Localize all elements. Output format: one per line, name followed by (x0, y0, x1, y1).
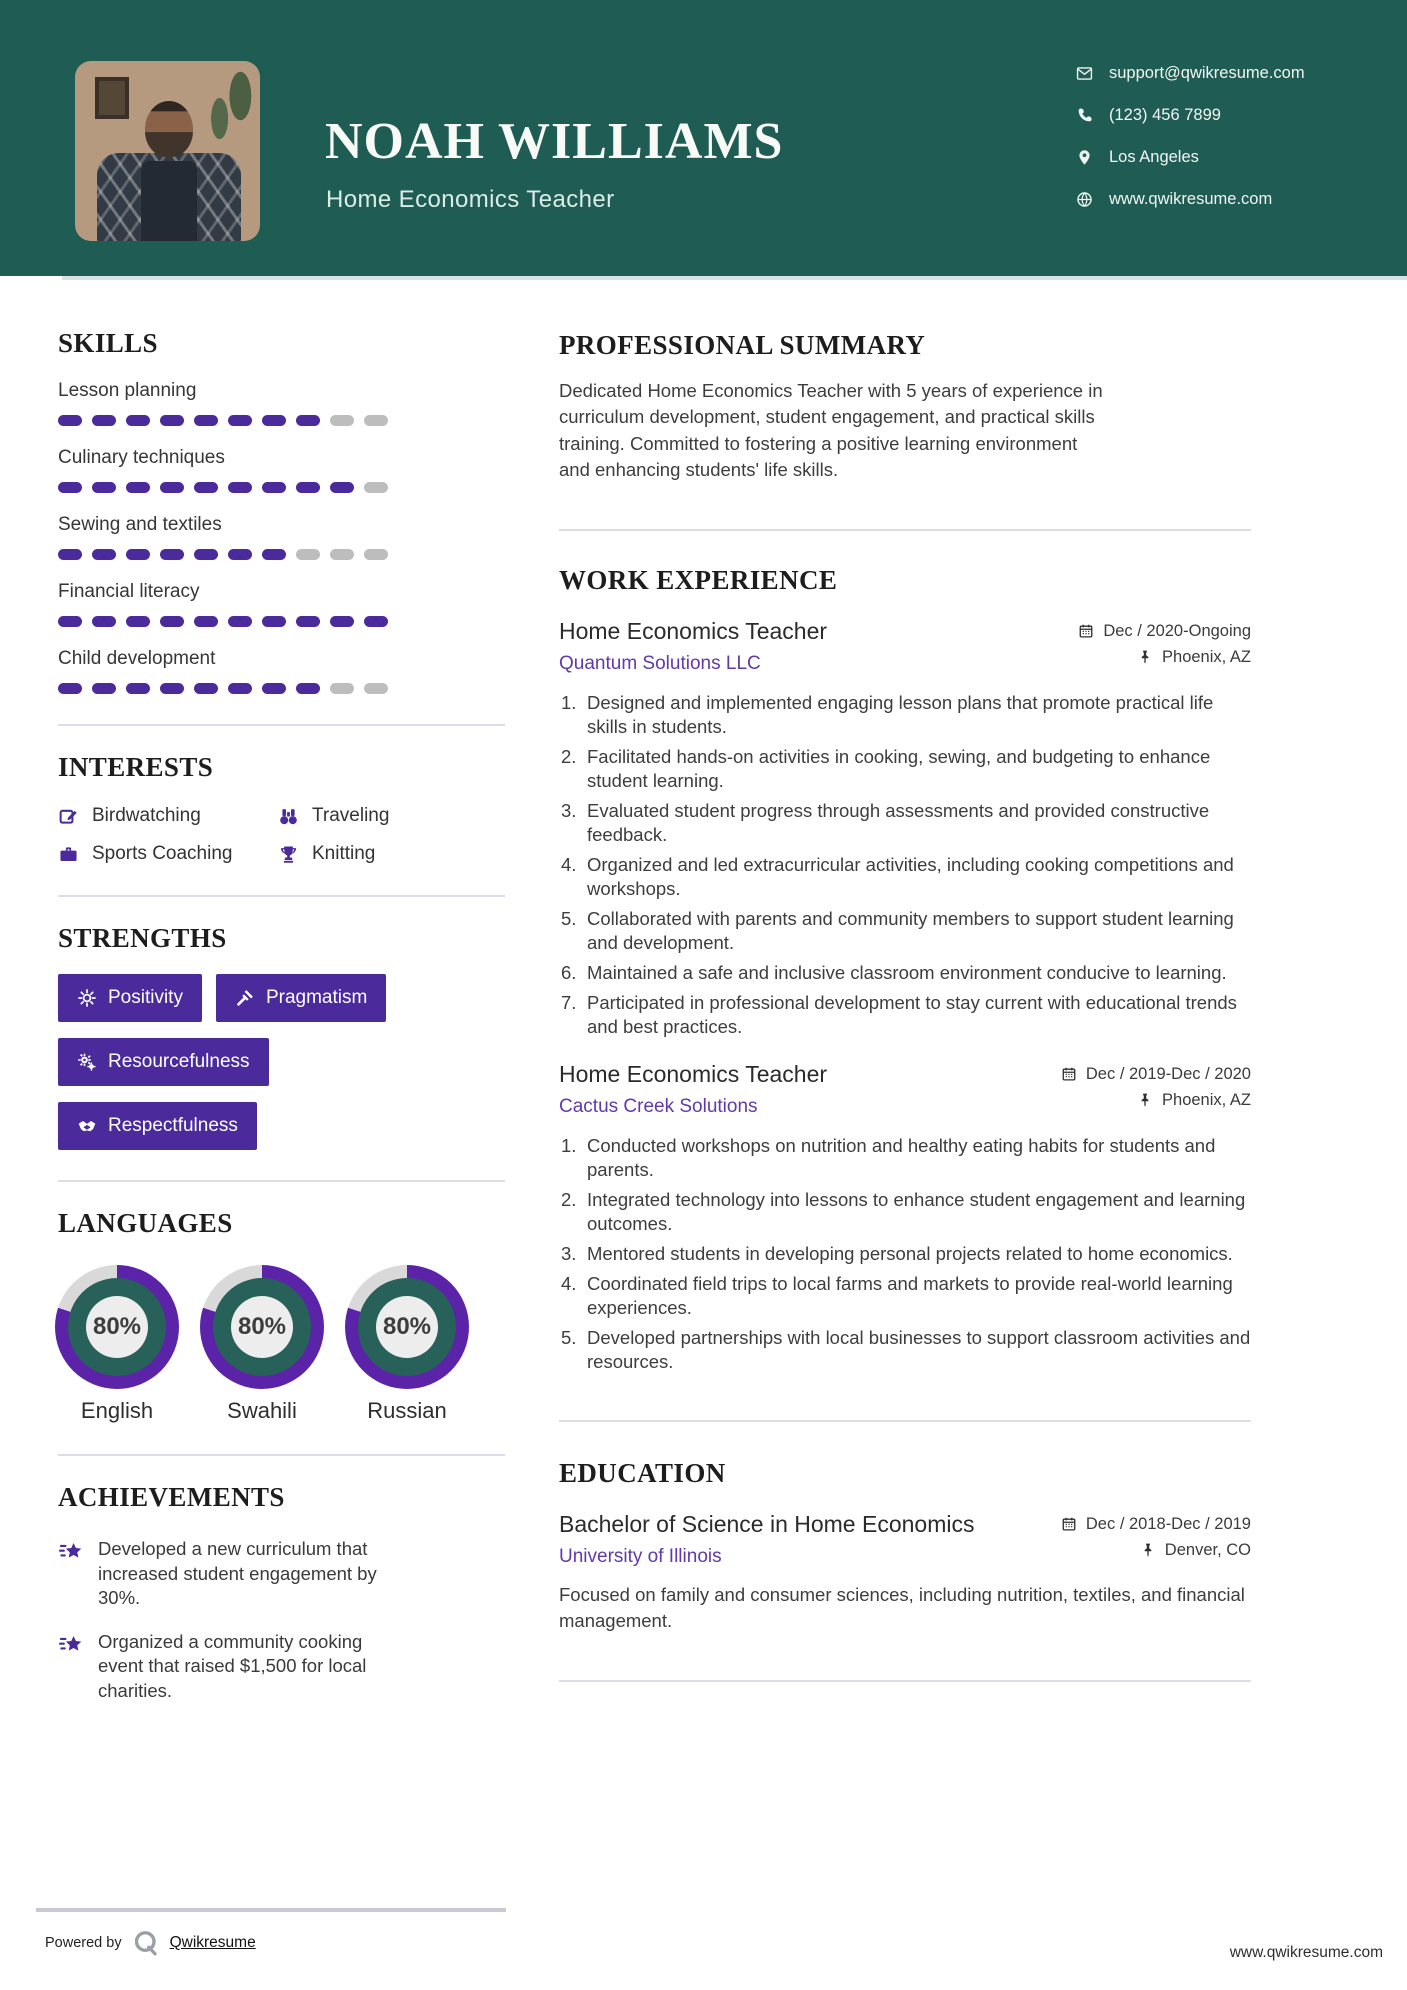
skill-progress-bar (58, 683, 505, 694)
section-divider (58, 1454, 505, 1456)
company-link[interactable]: Cactus Creek Solutions (559, 1096, 758, 1118)
contact-email (1076, 52, 1305, 94)
strength-label: Pragmatism (265, 987, 368, 1008)
contact-website (1076, 178, 1305, 220)
calendar-icon (1061, 1066, 1077, 1082)
language-label: Russian (367, 1398, 447, 1423)
skill-dash (160, 683, 184, 694)
job-title: Home Economics Teacher (559, 618, 828, 645)
skill-dash (126, 415, 150, 426)
job-bullet: Facilitated hands-on activities in cooking, sewing, and budgeting to enhance student learning. (587, 746, 1211, 792)
job-bullet: Collaborated with parents and community members to support student learning and development. (587, 908, 1234, 954)
skill-dash (228, 482, 252, 493)
interest-item (58, 805, 278, 827)
contact-list (1076, 52, 1305, 220)
skill-dash (58, 683, 82, 694)
education-location: Denver, CO (1061, 1537, 1251, 1563)
skills-list (58, 380, 505, 694)
main-column (559, 276, 1251, 1682)
pin-icon (1137, 1092, 1153, 1108)
interest-label: Birdwatching (92, 805, 201, 826)
email-icon (1076, 65, 1093, 82)
language-percent: 80% (376, 1296, 438, 1358)
job-bullet-list (559, 691, 1251, 1039)
skill-dash (262, 415, 286, 426)
interest-item (278, 843, 505, 865)
briefcase-icon (58, 844, 79, 865)
job-header-left (559, 1061, 827, 1118)
strengths-list (58, 974, 505, 1150)
strengths-row (58, 1038, 505, 1086)
section-divider (58, 895, 505, 897)
job-header-left (559, 618, 827, 675)
shooting-star-icon (58, 1539, 85, 1566)
education-date: Dec / 2018-Dec / 2019 (1061, 1511, 1251, 1537)
skill-progress-bar (58, 549, 505, 560)
contact-email-text[interactable]: support@qwikresume.com (1109, 63, 1305, 82)
job-bullet: Coordinated field trips to local farms and markets to provide real-world learning experiences. (587, 1273, 1233, 1319)
skill-dash (194, 616, 218, 627)
qwikresume-logo-icon (131, 1928, 161, 1958)
skill-dash (296, 683, 320, 694)
strength-label: Resourcefulness (108, 1051, 250, 1072)
job-date (1061, 1061, 1251, 1087)
education-heading: EDUCATION (559, 1458, 726, 1489)
skill-dash (364, 482, 388, 493)
interest-item (278, 805, 505, 827)
skill-dash (126, 616, 150, 627)
skill-dash (194, 415, 218, 426)
skill-dash (92, 549, 116, 560)
job-entry (559, 618, 1251, 1039)
skill-dash (92, 482, 116, 493)
language-donut-ring (200, 1265, 324, 1389)
qwikresume-link[interactable]: Qwikresume (169, 1934, 256, 1951)
language-donut-ring (345, 1265, 469, 1389)
skill-dash (262, 482, 286, 493)
education-entry (559, 1511, 1251, 1634)
trophy-icon (278, 844, 299, 865)
skill-dash (364, 415, 388, 426)
skill-dash (160, 616, 184, 627)
location-icon (1076, 149, 1093, 166)
skill-dash (330, 549, 354, 560)
job-location (1078, 644, 1251, 670)
skill-dash (364, 683, 388, 694)
job-entry (559, 1061, 1251, 1374)
skill-label: Sewing and textiles (58, 514, 222, 535)
languages-heading: LANGUAGES (58, 1208, 233, 1238)
skill-dash (58, 482, 82, 493)
skill-dash (92, 683, 116, 694)
language-label: English (80, 1398, 154, 1423)
skill-dash (262, 683, 286, 694)
section-divider (58, 724, 505, 726)
photo-plant-decor (204, 69, 256, 159)
skill-dash (126, 549, 150, 560)
interests-heading: INTERESTS (58, 752, 214, 782)
skill-dash (58, 415, 82, 426)
strengths-row (58, 974, 505, 1022)
footer-divider (36, 1908, 506, 1912)
skill-dash (296, 482, 320, 493)
section-divider (559, 1420, 1251, 1422)
job-header (559, 1061, 1251, 1118)
skill-dash (228, 683, 252, 694)
job-header-right (1078, 618, 1251, 670)
skill-dash (194, 482, 218, 493)
powered-by-label: Powered by (45, 1935, 122, 1951)
skill-dash (296, 549, 320, 560)
achievement-item (58, 1537, 505, 1611)
job-bullet: Maintained a safe and inclusive classroom environment conducive to learning. (587, 962, 1227, 984)
job-bullet-list (559, 1134, 1251, 1374)
job-location (1061, 1087, 1251, 1113)
footer-powered (45, 1928, 256, 1958)
language-percent: 80% (86, 1296, 148, 1358)
job-header-right (1061, 1061, 1251, 1113)
job-bullet: Designed and implemented engaging lesson plans that promote practical life skills in students. (587, 692, 1214, 738)
contact-phone-text: (123) 456 7899 (1109, 105, 1221, 124)
language-label: Swahili (227, 1398, 297, 1423)
skill-dash (160, 549, 184, 560)
skill-progress-bar (58, 482, 505, 493)
achievements-heading: ACHIEVEMENTS (58, 1482, 285, 1512)
language-percent: 80% (231, 1296, 293, 1358)
jobs-list (559, 618, 1251, 1374)
gears-icon (77, 1052, 97, 1072)
profile-photo (75, 61, 260, 241)
skill-dash (126, 482, 150, 493)
pin-icon (1140, 1542, 1156, 1558)
skill-dash (296, 415, 320, 426)
candidate-job-title: Home Economics Teacher (326, 186, 615, 213)
skill-dash (364, 549, 388, 560)
skill-dash (160, 415, 184, 426)
skill-dash (330, 616, 354, 627)
interest-label: Sports Coaching (92, 843, 233, 864)
contact-location-text: Los Angeles (1109, 147, 1199, 166)
strength-label: Positivity (108, 987, 183, 1008)
skill-dash (330, 482, 354, 493)
binoculars-icon (278, 806, 299, 827)
skill-dash (92, 616, 116, 627)
strengths-heading: STRENGTHS (58, 923, 227, 953)
job-date-text: Dec / 2020-Ongoing (1103, 621, 1251, 640)
skill-progress-bar (58, 415, 505, 426)
contact-website-text[interactable]: www.qwikresume.com (1109, 189, 1273, 208)
skill-dash (228, 616, 252, 627)
job-date-text: Dec / 2019-Dec / 2020 (1085, 1064, 1251, 1083)
skill-dash (126, 683, 150, 694)
job-date (1078, 618, 1251, 644)
job-bullet: Participated in professional development to stay current with educational trends and best practices. (587, 992, 1237, 1038)
gavel-icon (235, 988, 255, 1008)
photo-person-head (145, 101, 193, 157)
footer-site-url: www.qwikresume.com (1229, 1944, 1383, 1961)
phone-icon (1076, 107, 1093, 124)
skill-label: Lesson planning (58, 380, 197, 401)
strength-badge (58, 974, 202, 1022)
pin-icon (1137, 649, 1153, 665)
candidate-name: NOAH WILLIAMS (325, 113, 784, 170)
photo-person-shirt (141, 161, 197, 241)
strength-label: Respectfulness (108, 1115, 238, 1136)
education-description: Focused on family and consumer sciences, including nutrition, textiles, and financial management. (559, 1584, 1245, 1631)
strength-badge (58, 1102, 257, 1150)
achievement-item (58, 1630, 505, 1704)
calendar-icon (1061, 1516, 1077, 1532)
strength-badge (216, 974, 386, 1022)
language-donut-ring (55, 1265, 179, 1389)
skill-progress-bar (58, 616, 505, 627)
interest-item (58, 843, 278, 865)
work-experience-heading: WORK EXPERIENCE (559, 565, 838, 596)
degree-title: Bachelor of Science in Home Economics (559, 1511, 975, 1538)
skill-dash (262, 616, 286, 627)
section-divider (559, 529, 1251, 531)
job-location-text: Phoenix, AZ (1162, 647, 1251, 666)
skill-label: Child development (58, 648, 216, 669)
skill-dash (92, 415, 116, 426)
skill-dash (194, 683, 218, 694)
language-donut (55, 1265, 179, 1424)
contact-location (1076, 136, 1305, 178)
achievements-list (58, 1537, 505, 1704)
job-title: Home Economics Teacher (559, 1061, 828, 1088)
language-donut (200, 1265, 324, 1424)
achievement-text: Developed a new curriculum that increased student engagement by 30%. (98, 1538, 377, 1609)
job-bullet: Integrated technology into lessons to enhance student engagement and learning outcomes. (587, 1189, 1246, 1235)
company-link[interactable]: Quantum Solutions LLC (559, 653, 761, 675)
sidebar (58, 276, 505, 1723)
gear-icon (77, 988, 97, 1008)
shooting-star-icon (58, 1632, 85, 1659)
interest-label: Knitting (312, 843, 376, 864)
language-donut (345, 1265, 469, 1424)
contact-phone (1076, 94, 1305, 136)
summary-heading: PROFESSIONAL SUMMARY (559, 330, 926, 360)
skill-dash (262, 549, 286, 560)
section-divider (58, 1180, 505, 1182)
strengths-row (58, 1102, 505, 1150)
calendar-icon (1078, 623, 1094, 639)
interests-list (58, 805, 505, 865)
skill-label: Financial literacy (58, 581, 200, 602)
skills-heading: SKILLS (58, 328, 158, 358)
photo-frame-decor (95, 77, 129, 119)
globe-icon (1076, 191, 1093, 208)
job-bullet: Evaluated student progress through assessments and provided constructive feedback. (587, 800, 1210, 846)
section-divider (559, 1680, 1251, 1682)
job-bullet: Organized and led extracurricular activities, including cooking competitions and workshops. (587, 854, 1234, 900)
strength-badge (58, 1038, 269, 1086)
skill-dash (330, 683, 354, 694)
languages-list (55, 1265, 505, 1424)
interest-label: Traveling (312, 805, 390, 826)
job-header (559, 618, 1251, 675)
school-link[interactable]: University of Illinois (559, 1546, 722, 1568)
pencil-square-icon (58, 806, 79, 827)
job-location-text: Phoenix, AZ (1162, 1090, 1251, 1109)
skill-dash (228, 549, 252, 560)
skill-dash (160, 482, 184, 493)
header-banner (0, 0, 1407, 276)
skill-dash (228, 415, 252, 426)
skill-dash (194, 549, 218, 560)
job-bullet: Developed partnerships with local businesses to support classroom activities and resources. (587, 1327, 1251, 1373)
summary-text: Dedicated Home Economics Teacher with 5 years of experience in curriculum development, student engagement, and practical skills training. Committed to fostering a positive learning environment and enhancing students' life skills. (559, 380, 1103, 480)
handshake-icon (77, 1116, 97, 1136)
skill-dash (364, 616, 388, 627)
skill-dash (58, 549, 82, 560)
job-bullet: Conducted workshops on nutrition and healthy eating habits for students and parents. (587, 1135, 1216, 1181)
job-bullet: Mentored students in developing personal projects related to home economics. (587, 1243, 1233, 1265)
skill-dash (330, 415, 354, 426)
skill-label: Culinary techniques (58, 447, 225, 468)
skill-dash (296, 616, 320, 627)
achievement-text: Organized a community cooking event that raised $1,500 for local charities. (98, 1630, 367, 1701)
skill-dash (58, 616, 82, 627)
